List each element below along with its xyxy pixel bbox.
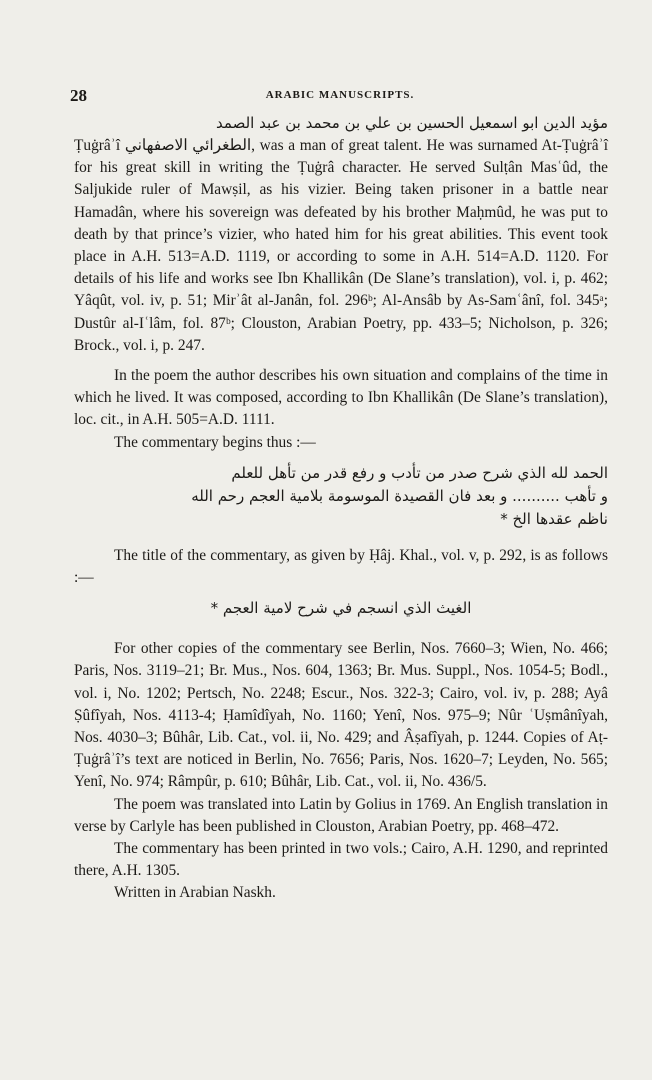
commentary-title-paragraph: The title of the commentary, as given by Ḥâj. Khal., vol. v, p. 292, is as follows :— <box>74 546 608 587</box>
printed-editions-paragraph: The commentary has been printed in two vols.; Cairo, A.H. 1290, and reprinted there, A.H. 1305. <box>74 840 608 880</box>
page-number: 28 <box>70 86 87 105</box>
commentary-incipit-line-1: الحمد لله الذي شرح صدر من تأدب و رفع قدر من تأهل للعلم <box>231 463 608 482</box>
page-header <box>70 86 610 106</box>
commentary-incipit-line-2: و تأهب .......... و بعد فان القصيدة الموسومة بلامية العجم رحم الله <box>191 486 608 505</box>
other-copies-paragraph: For other copies of the commentary see Berlin, Nos. 7660–3; Wien, No. 466; Paris, Nos. 3119–21; Br. Mus., Nos. 604, 1363; Br. Mus. Suppl., Nos. 1054-5; Bodl., vol. i, No. 1202; Pertsch, No. 2248; Escur., Nos. 322-3; Cairo, vol. iv, p. 288; Ayâ Ṣûfîyah, Nos. 4113-4; Ḥamîdîyah, No. 1160; Yenî, Nos. 975–9; Nûr ʿUṣmânîyah, Nos. 4030–3; Bûhâr, Lib. Cat., vol. ii, No. 429; and Âṣafîyah, p. 1244. Copies of Aṭ-Ṭuġrâʾî’s text are noticed in Berlin, No. 7656; Paris, Nos. 1620–7; Leyden, No. 565; Yenî, No. 974; Râmpûr, p. 610; Bûhâr, Lib. Cat., vol. ii, No. 436/5. <box>74 640 608 791</box>
script-note: Written in Arabian Naskh. <box>114 884 276 902</box>
biography-paragraph: Ṭuġrâʾî الطغرائي الاصفهاني, was a man of great talent. He was surnamed At-Ṭuġrâʾî for his great skill in writing the Ṭuġrâ character. He served Sulṭân Masʿûd, the Saljukide ruler of Mawṣil, as his vizier. Being taken prisoner in a battle near Hamadân, where his sovereign was defeated by his brother Maḥmûd, he was put to death by that prince’s vizier, who hated him for his great abilities. This event took place in A.H. 513=A.D. 1119, or according to some in A.H. 514=A.D. 1120. For details of his life and works see Ibn Khallikân (De Slane’s translation), vol. i, p. 462; Yâqût, vol. iv, p. 51; Mirʾât al-Janân, fol. 296ᵇ; Al-Ansâb by As-Samʿânî, fol. 345ᵃ; Dustûr al-Iʿlâm, fol. 87ᵇ; Clouston, Arabian Poetry, pp. 433–5; Nicholson, p. 326; Brock., vol. i, p. 247. <box>74 137 609 354</box>
commentary-intro: The commentary begins thus :— <box>114 433 316 451</box>
translation-paragraph: The poem was translated into Latin by Golius in 1769. An English translation in verse by Carlyle has been published in Clouston, Arabian Poetry, pp. 468–472. <box>74 795 608 835</box>
commentary-title-arabic: الغيث الذي انسجم في شرح لامية العجم * <box>210 599 472 618</box>
commentary-incipit-line-3: ناظم عقدها الخ * <box>500 509 608 528</box>
poem-description-paragraph: In the poem the author describes his own situation and complains of the time in which he lived. It was composed, according to Ibn Khallikân (De Slane’s translation), loc. cit., in A.H. 505=A.D. 1111. <box>74 367 608 429</box>
body-text <box>74 112 608 905</box>
running-head: ARABIC MANUSCRIPTS. <box>265 89 415 101</box>
arabic-name-line: مؤيد الدين ابو اسمعيل الحسين بن علي بن محمد بن عبد الصمد <box>216 114 608 132</box>
